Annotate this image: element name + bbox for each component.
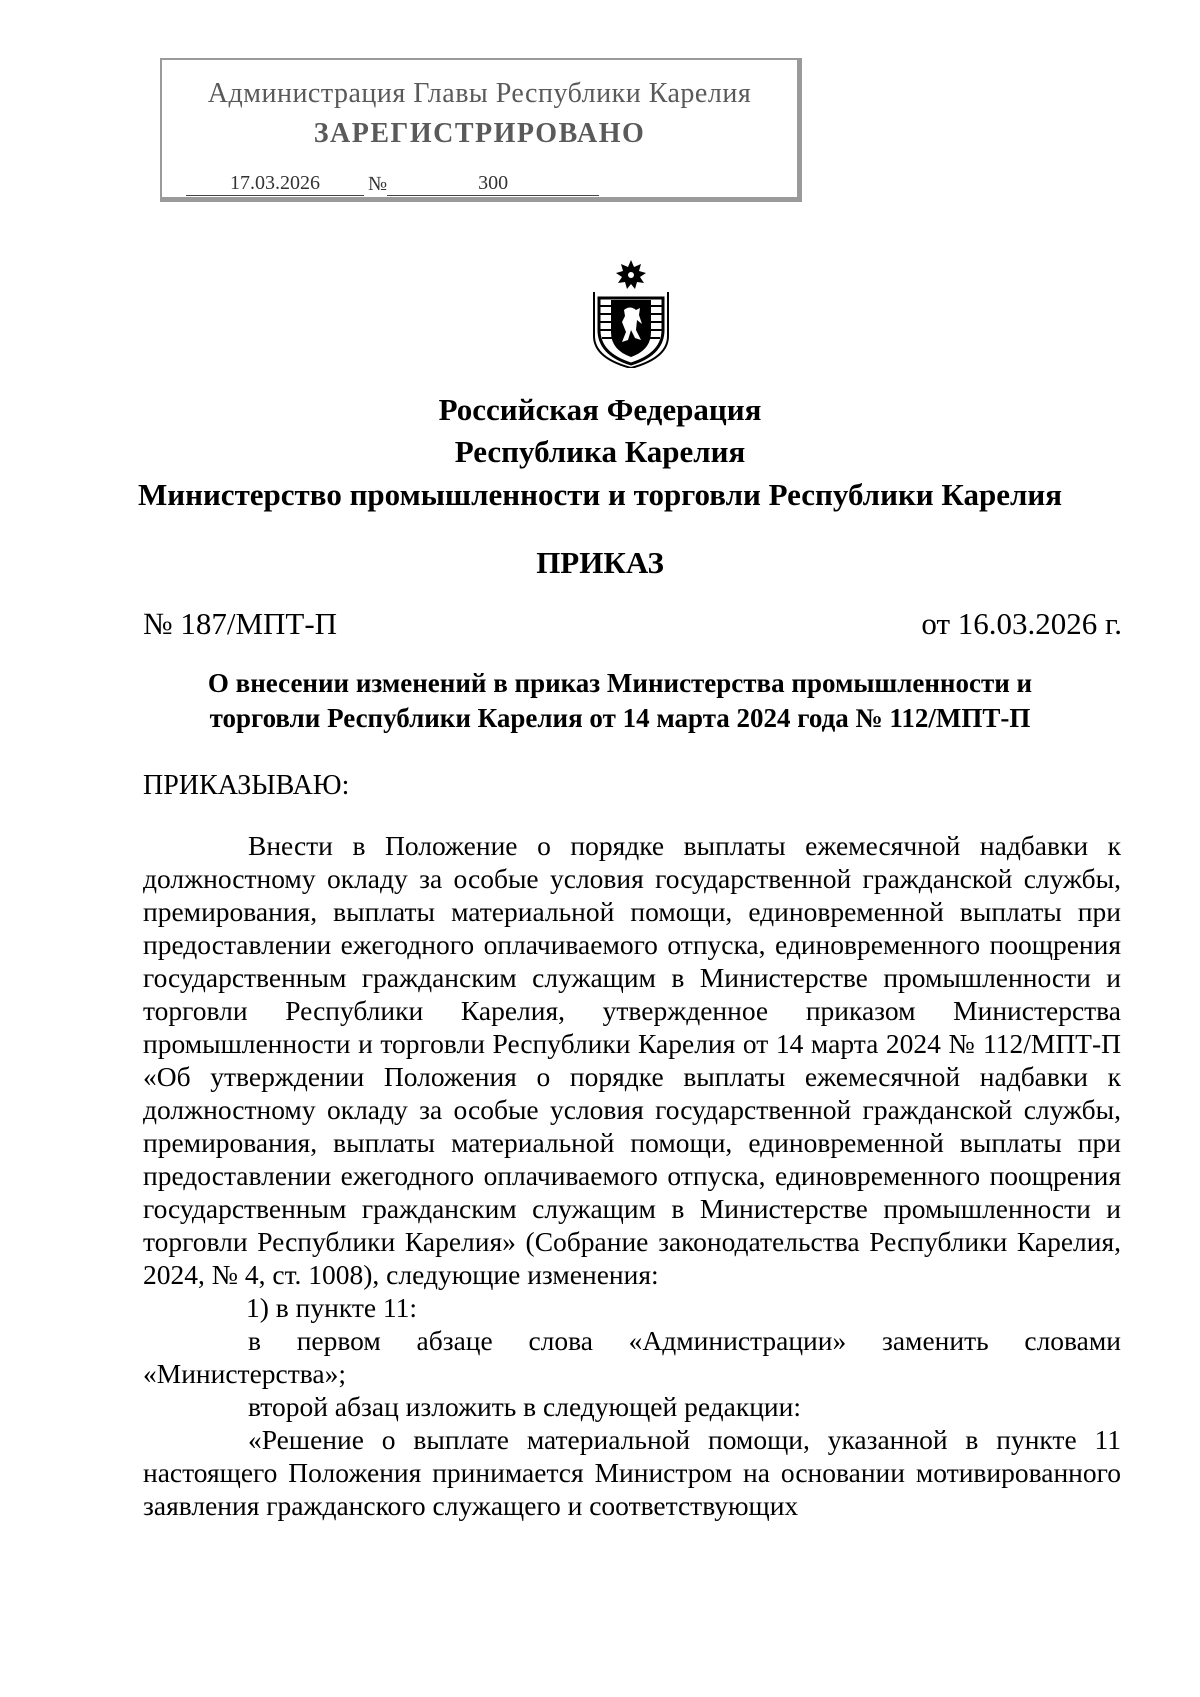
ministry-title: Министерство промышленности и торговли Республики Карелия: [137, 477, 1063, 512]
republic-title: Республика Карелия: [454, 434, 746, 469]
stamp-date: 17.03.2026: [186, 172, 364, 196]
document-number: № 187/МПТ-П: [143, 606, 338, 641]
stamp-authority: Администрация Главы Республики Карелия: [207, 78, 752, 109]
subject-line-2: торговли Республики Карелия от 14 марта 2024 года № 112/МПТ-П: [209, 703, 1031, 733]
body-paragraph-1: Внести в Положение о порядке выплаты ежемесячной надбавки к должностному окладу за особые условия государственной гражданской службы, премирования, выплаты материальной помощи, единовременной выплаты при предоставлении ежегодного оплачиваемого отпуска, единовременного поощрения государственным гражданским служащим в Министерстве промышленности и торговли Республики Карелия, утвержденное приказом Министерства промышленности и торговли Республики Карелия от 14 марта 2024 № 112/МПТ-П «Об утверждении Положения о порядке выплаты ежемесячной надбавки к должностному окладу за особые условия государственной гражданской службы, премирования, выплаты материальной помощи, единовременной выплаты при предоставлении ежегодного оплачиваемого отпуска, единовременного поощрения государственным гражданским служащим в Министерстве промышленности и торговли Республики Карелия» (Собрание законодательства Республики Карелия, 2024, № 4, ст. 1008), следующие изменения:: [143, 830, 1121, 1290]
subject-line-1: О внесении изменений в приказ Министерства промышленности и: [207, 668, 1033, 698]
order-word: ПРИКАЗЫВАЮ:: [143, 770, 350, 801]
registration-stamp: [160, 58, 802, 202]
document-type: ПРИКАЗ: [536, 545, 664, 580]
stamp-number-label: №: [368, 173, 388, 195]
body-paragraph-4: «Решение о выплате материальной помощи, указанной в пункте 11 настоящего Положения принимается Министром на основании мотивированного заявления гражданского служащего и соответствующих: [143, 1424, 1121, 1521]
body-paragraph-3: второй абзац изложить в следующей редакции:: [248, 1391, 802, 1422]
stamp-registered: ЗАРЕГИСТРИРОВАНО: [313, 118, 646, 149]
document-body: [143, 829, 1121, 1522]
body-item-1: 1) в пункте 11:: [246, 1292, 418, 1323]
karelia-coat-of-arms-icon: [584, 258, 678, 368]
document-date: от 16.03.2026 г.: [921, 606, 1122, 641]
country-title: Российская Федерация: [438, 392, 762, 427]
body-paragraph-2: в первом абзаце слова «Администрации» заменить словами «Министерства»;: [143, 1325, 1121, 1389]
stamp-registration-line: [186, 172, 599, 196]
stamp-number: 300: [387, 172, 599, 196]
